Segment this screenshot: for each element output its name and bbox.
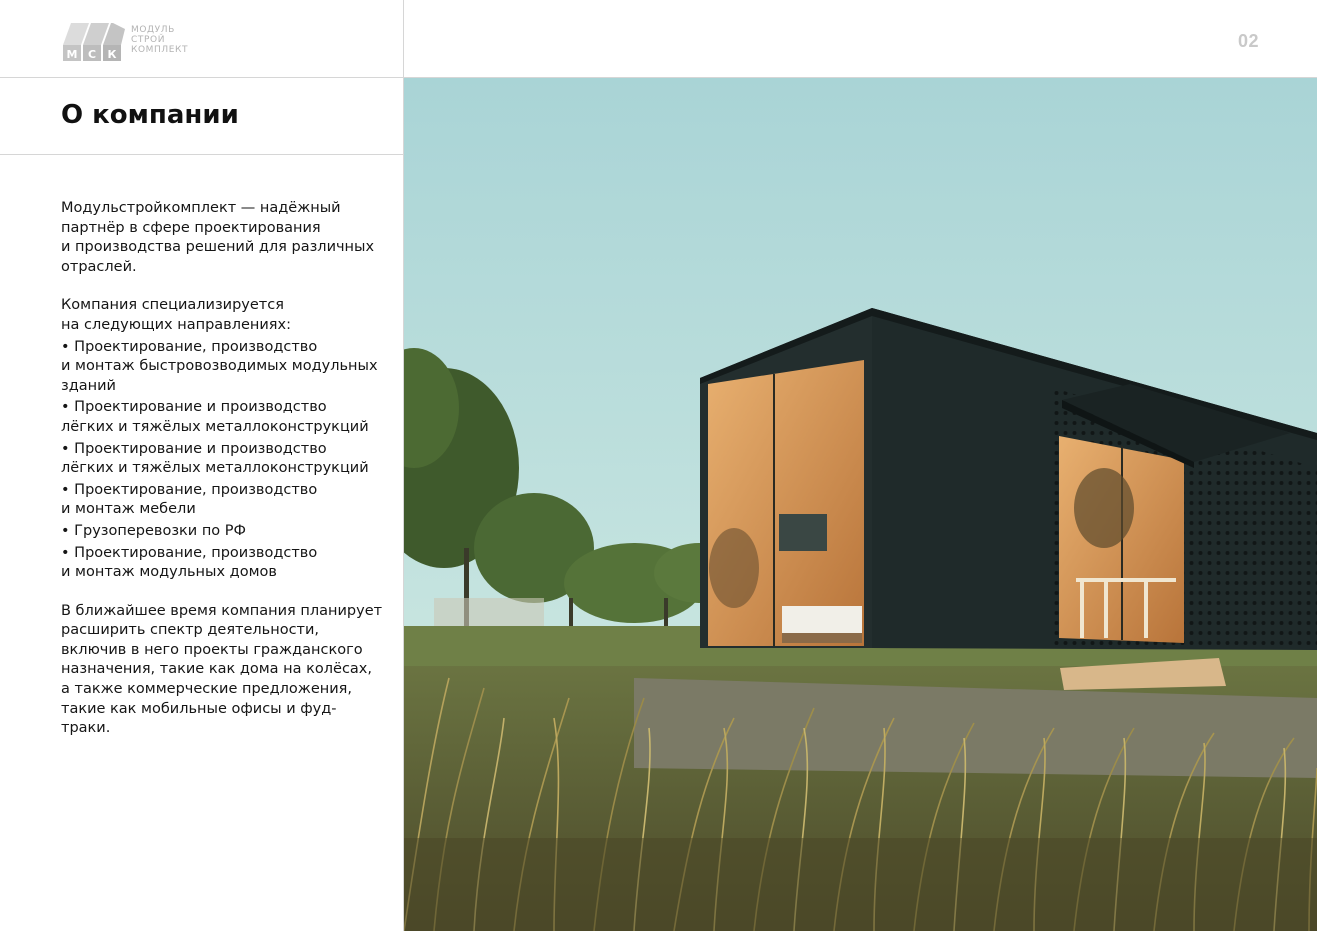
logo-letter-m: М <box>66 48 78 61</box>
list-item: • Проектирование и производство лёгких и тяжёлых металлоконструкций <box>61 440 369 477</box>
intro-paragraph: Модульстройкомплект — надёжный партнёр в сфере проектирования и производства решений для различных отраслей. <box>61 200 375 275</box>
company-logo[interactable] <box>61 19 211 63</box>
logo-letter-s: С <box>87 48 97 61</box>
logo-wordmark <box>131 25 188 55</box>
list-item: • Проектирование, производство и монтаж модульных домов <box>61 544 318 581</box>
list-item: • Проектирование, производство и монтаж мебели <box>61 481 318 518</box>
logo-mark-icon <box>61 19 127 63</box>
logo-line-1: МОДУЛЬ <box>131 25 175 35</box>
page-number: 02 <box>1238 31 1260 51</box>
logo-line-3: КОМПЛЕКТ <box>131 45 189 55</box>
page-title: О компании <box>61 100 239 130</box>
logo-line-2: СТРОЙ <box>131 35 166 45</box>
list-item: • Грузоперевозки по РФ <box>61 522 247 539</box>
logo-letter-k: К <box>107 48 117 61</box>
list-item: • Проектирование, производство и монтаж быстровозводимых модульных зданий <box>61 338 378 394</box>
outro-paragraph: В ближайшее время компания планирует расширить спектр деятельности, включив в него проекты гражданского назначения, такие как дома на колёсах, а также коммерческие предложения, такие как мобильные офисы и фуд- траки. <box>61 602 383 737</box>
directions-list <box>61 338 391 583</box>
title-divider <box>0 154 404 155</box>
list-item: • Проектирование и производство лёгких и тяжёлых металлоконструкций <box>61 399 369 435</box>
modular-house-photo <box>404 78 1317 931</box>
about-text <box>61 199 391 739</box>
specialization-paragraph: Компания специализируется на следующих направлениях: <box>61 297 291 333</box>
